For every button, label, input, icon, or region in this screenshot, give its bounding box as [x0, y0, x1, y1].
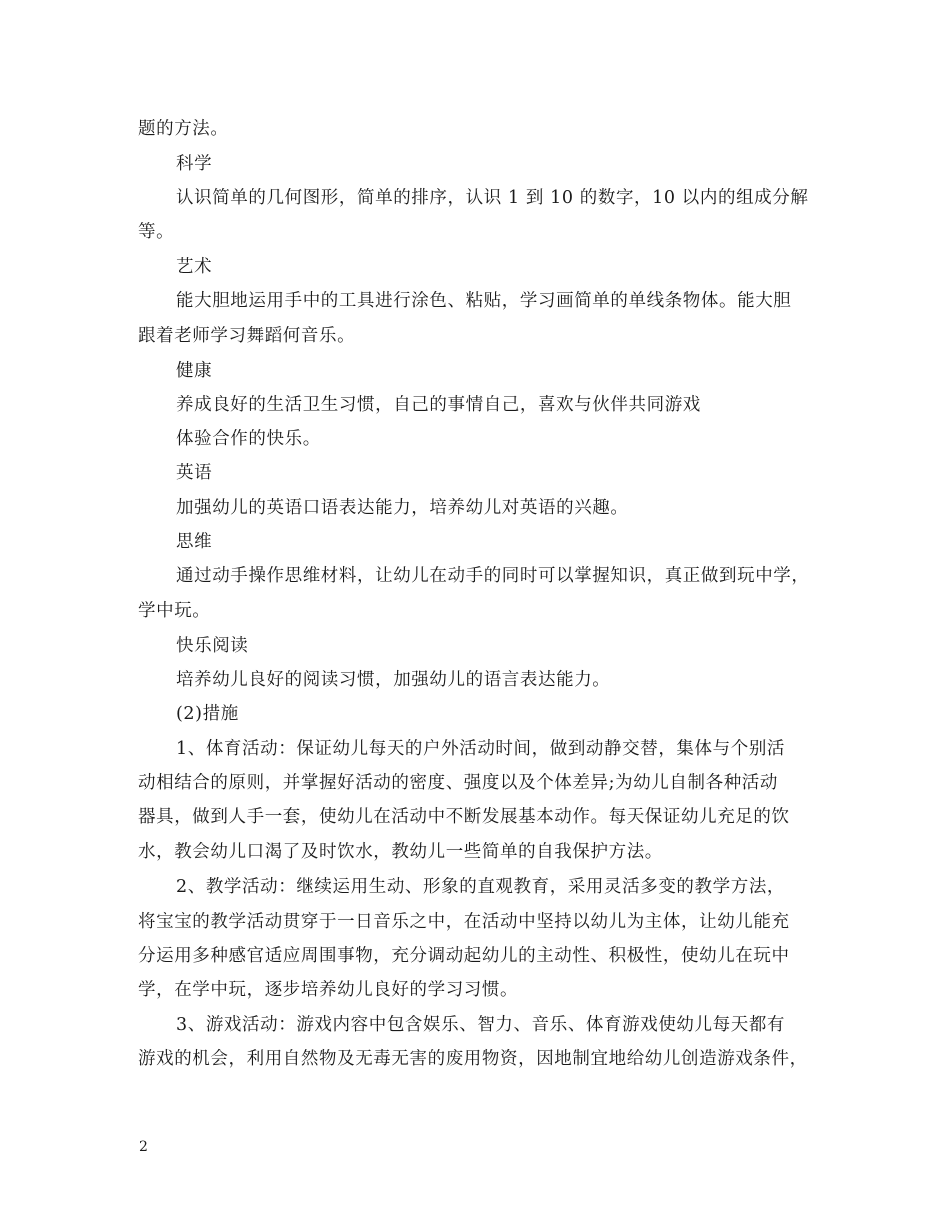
text-line: 动相结合的原则，并掌握好活动的密度、强度以及个体差异;为幼儿自制各种活动	[138, 773, 778, 793]
text-line: 学，在学中玩，逐步培养幼儿良好的学习习惯。	[138, 980, 519, 1000]
text-line: 2、教学活动：继续运用生动、形象的直观教育，采用灵活多变的教学方法，	[176, 877, 786, 897]
text-line: 体验合作的快乐。	[176, 429, 321, 449]
section-heading: 科学	[176, 154, 213, 174]
text-line: 学中玩。	[138, 601, 211, 621]
section-heading: 健康	[176, 361, 213, 381]
section-heading: (2)措施	[176, 704, 239, 724]
section-heading: 快乐阅读	[176, 636, 249, 656]
text-line: 能大胆地运用手中的工具进行涂色、粘贴，学习画简单的单线条物体。能大胆	[176, 291, 792, 311]
text-line: 分运用多种感官适应周围事物，充分调动起幼儿的主动性、积极性，使幼儿在玩中	[138, 946, 790, 966]
text-line: 加强幼儿的英语口语表达能力，培养幼儿对英语的兴趣。	[176, 498, 629, 518]
text-line: 跟着老师学习舞蹈何音乐。	[138, 326, 356, 346]
page-number: 2	[139, 1139, 148, 1155]
text-line: 1、体育活动：保证幼儿每天的户外活动时间，做到动静交替，集体与个别活	[176, 739, 786, 759]
text-line: 养成良好的生活卫生习惯，自己的事情自己，喜欢与伙伴共同游戏	[176, 395, 701, 415]
text-line: 3、游戏活动：游戏内容中包含娱乐、智力、音乐、体育游戏使幼儿每天都有	[176, 1015, 786, 1035]
text-line: 认识简单的几何图形，简单的排序，认识 1 到 10 的数字，10 以内的组成分解	[176, 188, 809, 208]
section-heading: 思维	[176, 532, 213, 552]
text-line: 题的方法。	[138, 119, 229, 139]
text-line: 等。	[138, 222, 175, 242]
text-line: 通过动手操作思维材料，让幼儿在动手的同时可以掌握知识，真正做到玩中学，	[176, 566, 810, 586]
text-line: 游戏的机会，利用自然物及无毒无害的废用物资，因地制宜地给幼儿创造游戏条件，	[138, 1049, 808, 1069]
text-line: 器具，做到人手一套，使幼儿在活动中不断发展基本动作。每天保证幼儿充足的饮	[138, 807, 790, 827]
section-heading: 英语	[176, 463, 213, 483]
section-heading: 艺术	[176, 257, 213, 277]
text-line: 将宝宝的教学活动贯穿于一日音乐之中，在活动中坚持以幼儿为主体，让幼儿能充	[138, 912, 790, 932]
text-line: 培养幼儿良好的阅读习惯，加强幼儿的语言表达能力。	[176, 670, 611, 690]
text-line: 水，教会幼儿口渴了及时饮水，教幼儿一些简单的自我保护方法。	[138, 842, 663, 862]
